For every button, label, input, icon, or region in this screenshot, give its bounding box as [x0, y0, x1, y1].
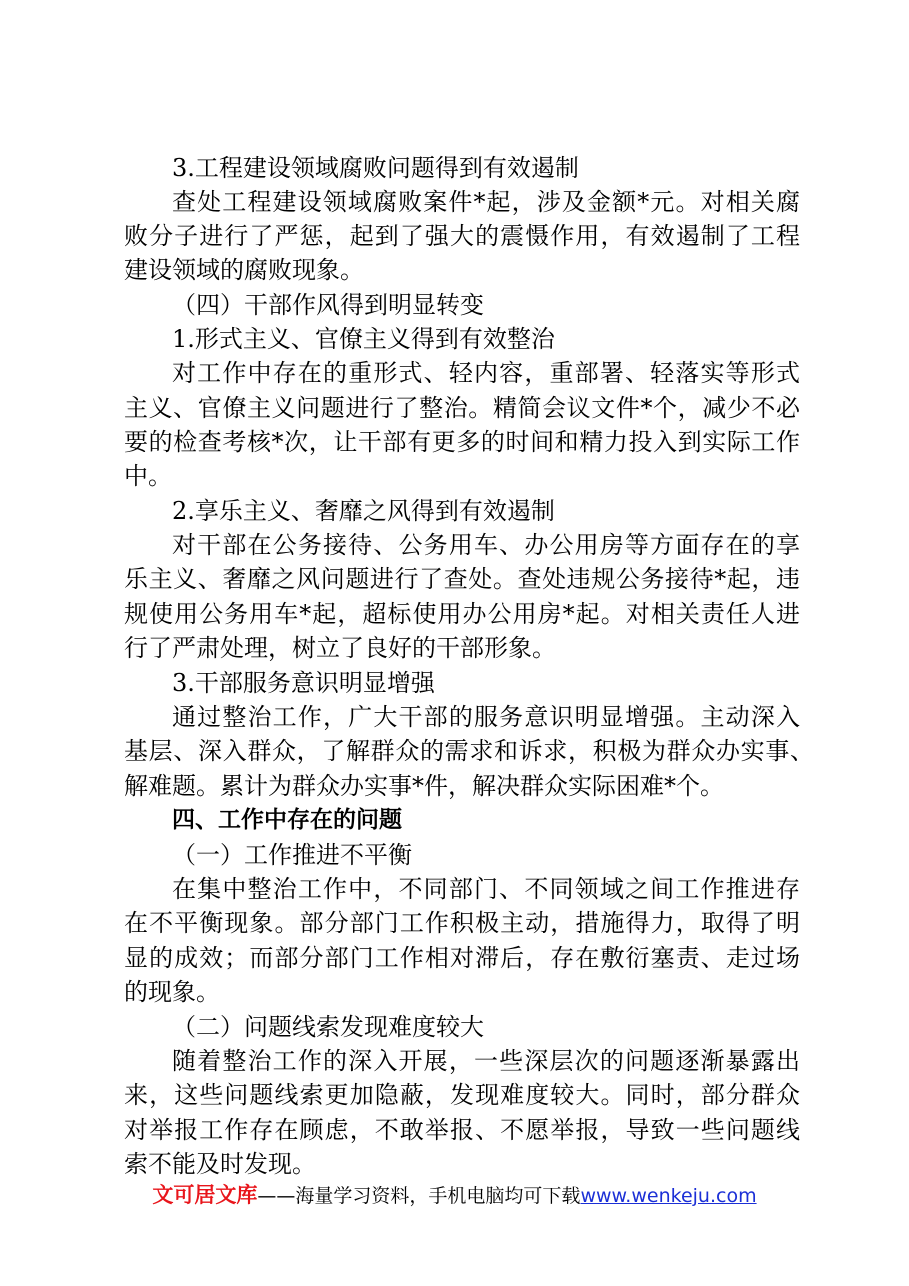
paragraph-line: 索不能及时发现。	[124, 1150, 316, 1178]
footer-tagline: ——海量学习资料，手机电脑均可下载	[257, 1185, 581, 1207]
chapter-heading-problems: 四、工作中存在的问题	[172, 807, 402, 833]
footer-banner	[0, 1180, 909, 1211]
subheading-1-formalism: 1.形式主义、官僚主义得到有效整治	[172, 325, 555, 353]
paragraph-line: 解难题。累计为群众办实事*件，解决群众实际困难*个。	[124, 772, 724, 800]
paragraph-line: 中。	[124, 462, 172, 490]
paragraph-line: 行了严肃处理，树立了良好的干部形象。	[124, 634, 556, 662]
paragraph-line: 建设领域的腐败现象。	[124, 256, 364, 284]
paragraph-line: 显的成效；而部分部门工作相对滞后，存在敷衍塞责、走过场	[124, 944, 800, 972]
paragraph-line: 通过整治工作，广大干部的服务意识明显增强。主动深入	[172, 703, 800, 731]
section-heading-1: （一）工作推进不平衡	[172, 841, 412, 869]
section-heading-2: （二）问题线索发现难度较大	[172, 1013, 484, 1041]
paragraph-line: 对工作中存在的重形式、轻内容，重部署、轻落实等形式	[172, 359, 800, 387]
paragraph-line: 规使用公务用车*起，超标使用办公用房*起。对相关责任人进	[124, 600, 800, 628]
subheading-3-engineering: 3.工程建设领域腐败问题得到有效遏制	[172, 154, 579, 182]
subheading-2-hedonism: 2.享乐主义、奢靡之风得到有效遏制	[172, 497, 555, 525]
paragraph-line: 主义、官僚主义问题进行了整治。精简会议文件*个，减少不必	[124, 394, 800, 422]
paragraph-line: 要的检查考核*次，让干部有更多的时间和精力投入到实际工作	[124, 428, 800, 456]
footer-brand: 文可居文库	[152, 1183, 258, 1207]
paragraph-line: 败分子进行了严惩，起到了强大的震慑作用，有效遏制了工程	[124, 222, 800, 250]
paragraph-line: 对干部在公务接待、公务用车、办公用房等方面存在的享	[172, 531, 800, 559]
paragraph-line: 在集中整治工作中，不同部门、不同领域之间工作推进存	[172, 875, 800, 903]
subheading-3-service: 3.干部服务意识明显增强	[172, 669, 435, 697]
paragraph-line: 乐主义、奢靡之风问题进行了查处。查处违规公务接待*起，违	[124, 565, 800, 593]
paragraph-line: 基层、深入群众，了解群众的需求和诉求，积极为群众办实事、	[124, 737, 814, 765]
section-heading-4: （四）干部作风得到明显转变	[172, 291, 484, 319]
paragraph-line: 随着整治工作的深入开展，一些深层次的问题逐渐暴露出	[172, 1047, 800, 1075]
footer-url-link[interactable]: www.wenkeju.com	[580, 1185, 757, 1207]
paragraph-line: 的现象。	[124, 978, 220, 1006]
paragraph-line: 对举报工作存在顾虑，不敢举报、不愿举报，导致一些问题线	[124, 1116, 800, 1144]
paragraph-line: 在不平衡现象。部分部门工作积极主动，措施得力，取得了明	[124, 909, 800, 937]
paragraph-line: 查处工程建设领域腐败案件*起，涉及金额*元。对相关腐	[172, 188, 800, 216]
paragraph-line: 来，这些问题线索更加隐蔽，发现难度较大。同时，部分群众	[124, 1081, 800, 1109]
